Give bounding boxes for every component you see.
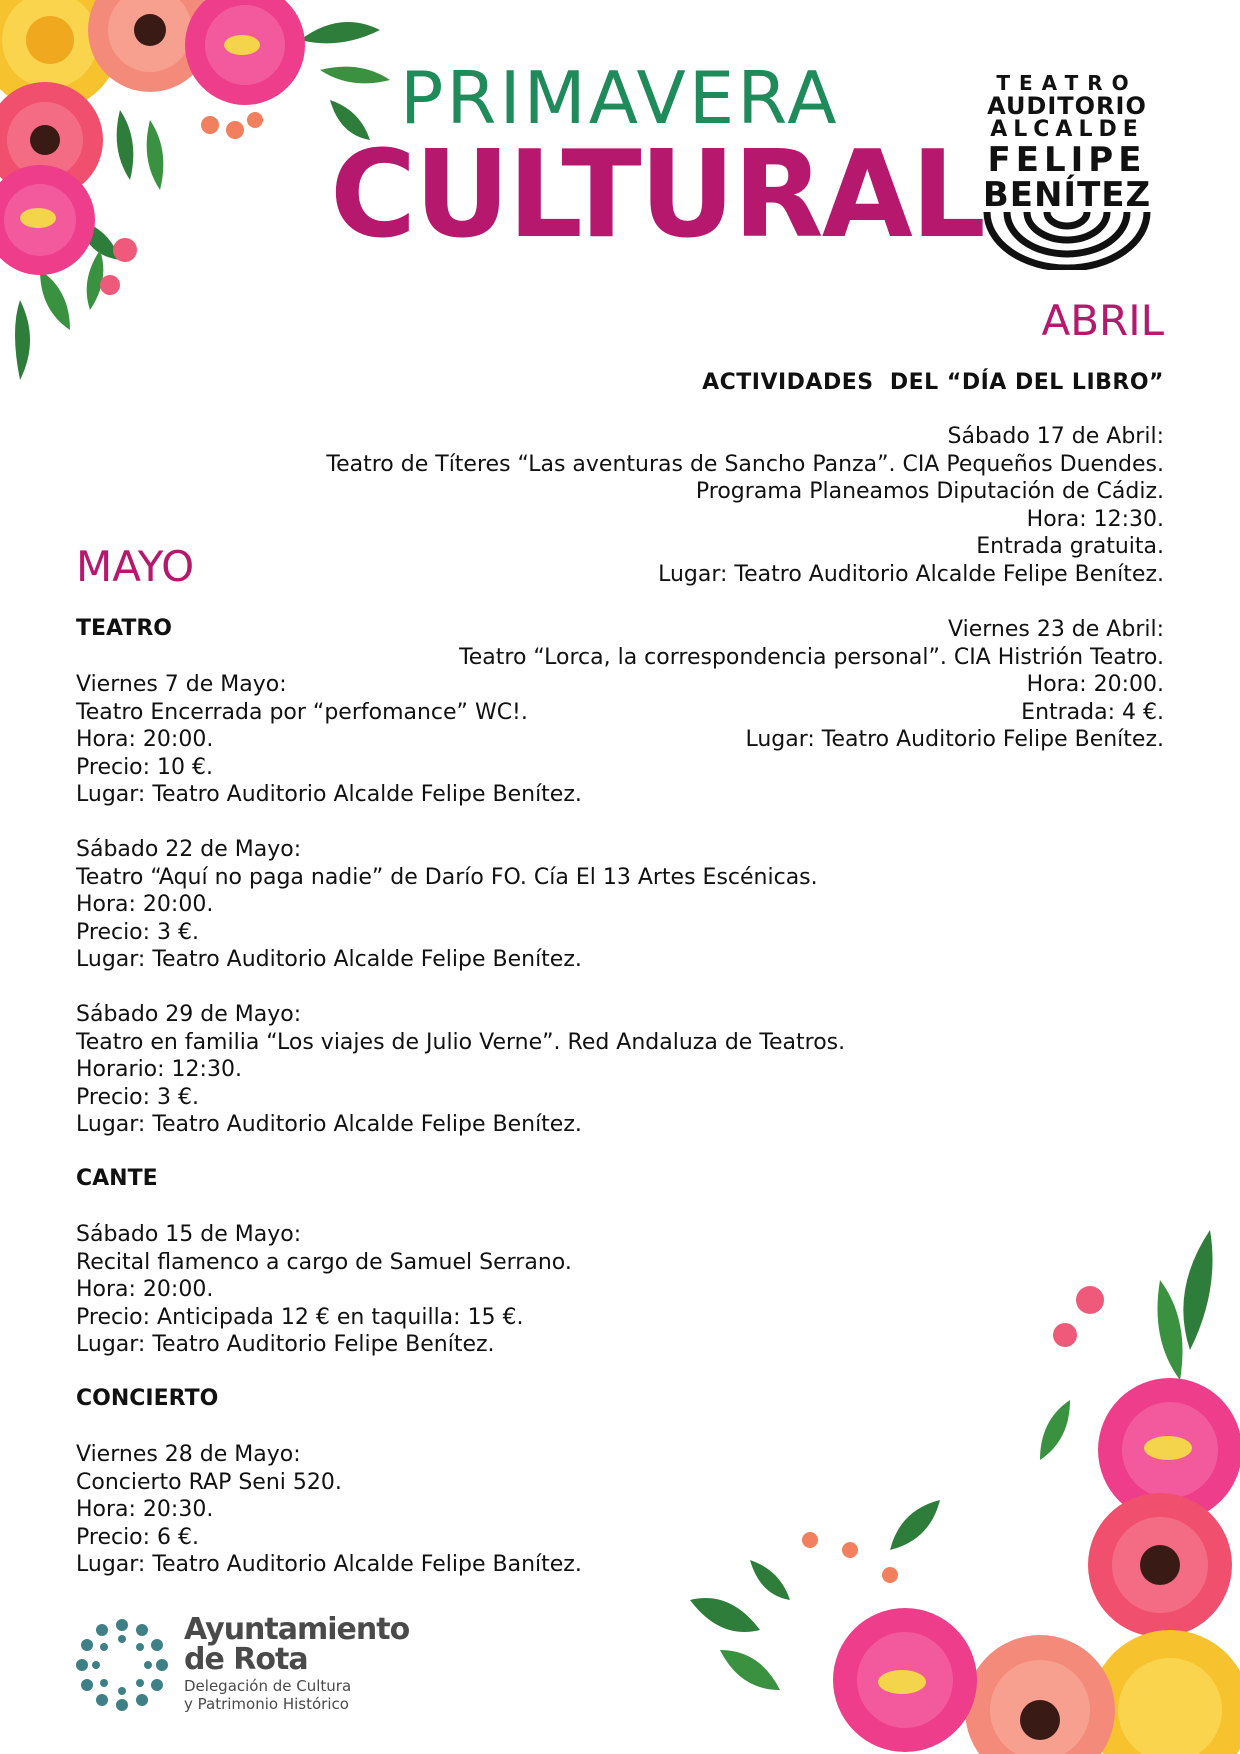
event-line: Lugar: Teatro Auditorio Alcalde Felipe Benítez.: [658, 561, 1164, 587]
event-line: Lugar: Teatro Auditorio Felipe Benítez.: [76, 1332, 495, 1357]
event-line: Viernes 7 de Mayo:: [76, 672, 287, 697]
event-line: Teatro “Aquí no paga nadie” de Darío FO. Cía El 13 Artes Escénicas.: [76, 864, 818, 890]
event-line: Entrada gratuita.: [976, 534, 1164, 559]
logo-line: ALCALDE: [990, 117, 1144, 142]
logo-line: BENÍTEZ: [982, 175, 1152, 215]
event-line: Precio: Anticipada 12 € en taquilla: 15 €.: [76, 1304, 524, 1330]
month-heading-mayo: MAYO: [76, 542, 195, 591]
event-line: Viernes 23 de Abril:: [948, 617, 1164, 642]
logo-arcs-icon: [982, 210, 1152, 270]
event-line: Lugar: Teatro Auditorio Alcalde Felipe Banítez.: [76, 1552, 582, 1577]
logo-line: AUDITORIO: [987, 92, 1147, 120]
event-mayo-cante-1: [76, 1221, 572, 1359]
event-line: Hora: 20:00.: [76, 727, 214, 752]
org-name-line2: de Rota: [184, 1642, 308, 1677]
event-line: Teatro de Títeres “Las aventuras de Sancho Panza”. CIA Pequeños Duendes.: [326, 451, 1164, 477]
theatre-logo: [982, 72, 1152, 272]
event-line: Hora: 20:00.: [76, 1277, 214, 1302]
event-line: Programa Planeamos Diputación de Cádiz.: [695, 479, 1164, 504]
event-line: Lugar: Teatro Auditorio Alcalde Felipe Benítez.: [76, 1112, 582, 1137]
section-title-dia-del-libro: ACTIVIDADES DEL “DÍA DEL LIBRO”: [702, 370, 1164, 395]
event-line: Lugar: Teatro Auditorio Alcalde Felipe Benítez.: [76, 782, 582, 807]
event-line: Recital flamenco a cargo de Samuel Serrano.: [76, 1249, 572, 1275]
event-line: Sábado 22 de Mayo:: [76, 837, 302, 862]
rota-emblem-icon: [74, 1617, 170, 1713]
event-mayo-teatro-3: [76, 1001, 845, 1139]
event-mayo-concierto-1: [76, 1441, 582, 1579]
month-heading-abril: ABRIL: [1041, 296, 1164, 345]
event-mayo-teatro-1: [76, 671, 582, 809]
event-line: Hora: 20:00.: [76, 892, 214, 917]
dept-name-line1: Delegación de Cultura: [184, 1677, 352, 1695]
event-line: Lugar: Teatro Auditorio Alcalde Felipe Benítez.: [76, 947, 582, 972]
title-primavera: PRIMAVERA: [400, 56, 840, 140]
logo-line: TEATRO: [996, 71, 1138, 95]
event-line: Precio: 3 €.: [76, 919, 200, 945]
event-line: Sábado 15 de Mayo:: [76, 1222, 302, 1247]
event-line: Horario: 12:30.: [76, 1057, 242, 1082]
event-line: Viernes 28 de Mayo:: [76, 1442, 301, 1467]
flower-decoration-bottom-right: [690, 1220, 1240, 1754]
section-title-cante: CANTE: [76, 1166, 158, 1191]
logo-line: FELIPE: [987, 140, 1147, 180]
event-line: Teatro en familia “Los viajes de Julio Verne”. Red Andaluza de Teatros.: [76, 1029, 846, 1055]
event-line: Precio: 10 €.: [76, 754, 214, 780]
org-name-line1: Ayuntamiento: [184, 1612, 410, 1647]
event-line: Concierto RAP Seni 520.: [76, 1469, 342, 1495]
event-line: Lugar: Teatro Auditorio Felipe Benítez.: [745, 727, 1164, 752]
dept-name-line2: y Patrimonio Histórico: [184, 1695, 349, 1713]
event-line: Precio: 6 €.: [76, 1524, 200, 1550]
event-line: Sábado 17 de Abril:: [947, 424, 1164, 449]
event-line: Entrada: 4 €.: [1021, 699, 1164, 725]
event-line: Teatro “Lorca, la correspondencia personal”. CIA Histrión Teatro.: [459, 644, 1164, 670]
event-line: Precio: 3 €.: [76, 1084, 200, 1110]
title-cultural: CULTURAL: [330, 126, 984, 265]
ayuntamiento-logo: [74, 1612, 410, 1715]
event-line: Teatro Encerrada por “perfomance” WC!.: [76, 699, 528, 725]
event-line: Hora: 12:30.: [1026, 506, 1164, 532]
section-title-teatro: TEATRO: [76, 616, 173, 641]
section-title-concierto: CONCIERTO: [76, 1386, 219, 1411]
event-abril-1: [326, 423, 1164, 588]
event-mayo-teatro-2: [76, 836, 818, 974]
event-line: Hora: 20:30.: [76, 1497, 214, 1522]
event-line: Sábado 29 de Mayo:: [76, 1002, 302, 1027]
event-line: Hora: 20:00.: [1026, 672, 1164, 697]
